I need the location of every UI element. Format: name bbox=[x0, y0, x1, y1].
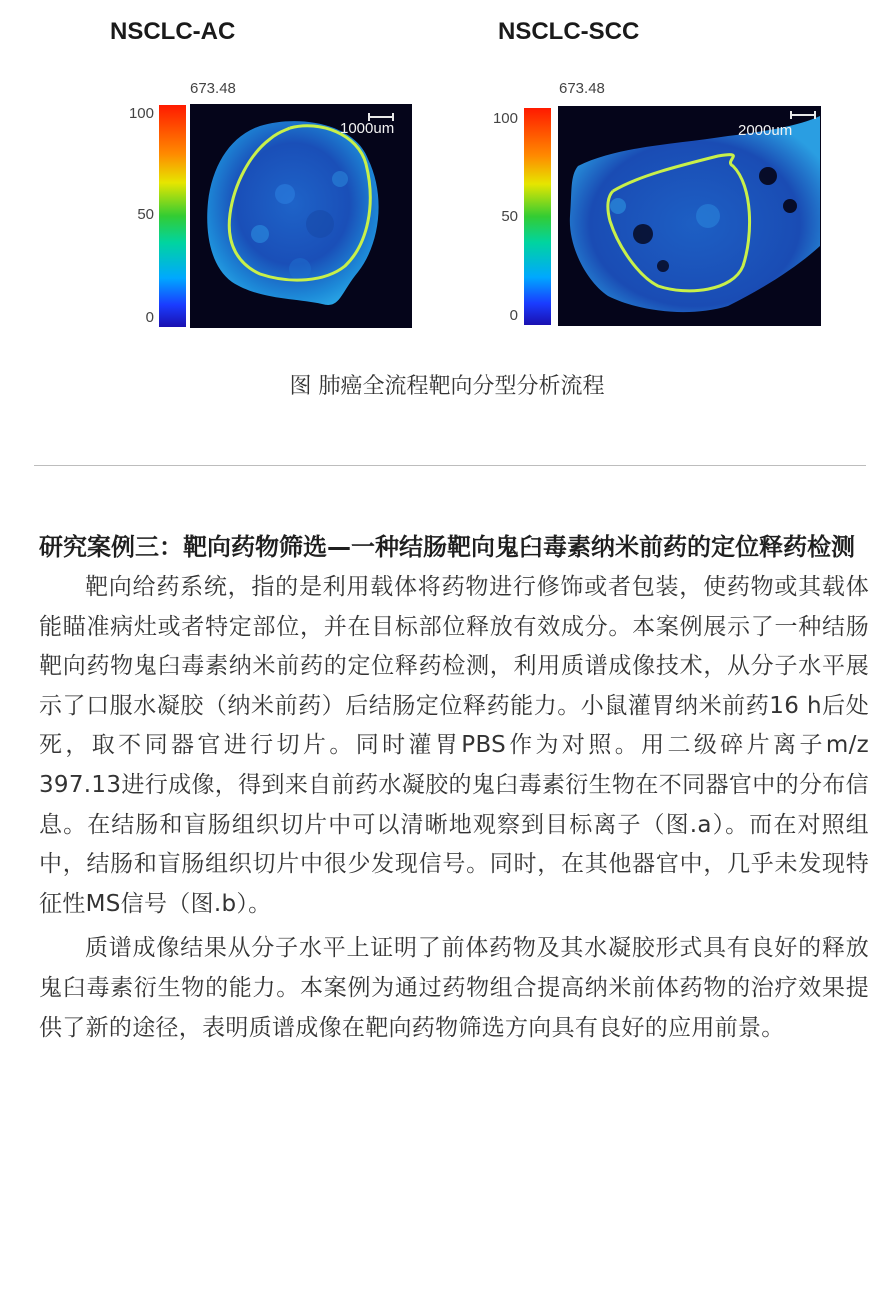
scalebar-scc bbox=[790, 114, 816, 116]
article-paragraph-2: 质谱成像结果从分子水平上证明了前体药物及其水凝胶形式具有良好的释放鬼臼毒素衍生物的能力。本案例为通过药物组合提高纳米前体药物的治疗效果提供了新的途径，表明质谱成像在靶向药物筛选方向具有良好的应用前景。 bbox=[39, 935, 869, 1041]
tissue-ac-svg bbox=[190, 104, 412, 328]
article-body bbox=[39, 526, 869, 1048]
figure-caption: 图 肺癌全流程靶向分型分析流程 bbox=[289, 374, 605, 399]
colorbar-tick-50-scc: 50 bbox=[501, 208, 518, 225]
colorbar-tick-0-ac: 0 bbox=[145, 309, 154, 326]
colorbar-ac bbox=[159, 105, 186, 327]
ms-image-ac bbox=[190, 104, 412, 328]
colorbar-max-ac: 673.48 bbox=[190, 80, 236, 97]
ms-image-scc bbox=[558, 106, 821, 326]
panel-title-ac: NSCLC-AC bbox=[110, 18, 236, 45]
colorbar-tick-100-ac: 100 bbox=[128, 105, 154, 122]
tissue-scc-svg bbox=[558, 106, 821, 326]
scalebar-ac bbox=[368, 116, 394, 118]
section-divider bbox=[34, 465, 866, 466]
colorbar-tick-100-scc: 100 bbox=[492, 110, 518, 127]
colorbar-tick-50-ac: 50 bbox=[137, 206, 154, 223]
colorbar-max-scc: 673.48 bbox=[559, 80, 605, 97]
colorbar-tick-0-scc: 0 bbox=[509, 307, 518, 324]
article-heading: 研究案例三：靶向药物筛选—一种结肠靶向鬼臼毒素纳米前药的定位释药检测 bbox=[39, 533, 855, 561]
scalebar-label-scc: 2000um bbox=[738, 122, 793, 139]
article-paragraph-1: 靶向给药系统，指的是利用载体将药物进行修饰或者包装，使药物或其载体能瞄准病灶或者特定部位，并在目标部位释放有效成分。本案例展示了一种结肠靶向药物鬼臼毒素纳米前药的定位释药检测，利用质谱成像技术，从分子水平展示了口服水凝胶（纳米前药）后结肠定位释药能力。小鼠灌胃纳米前药16 h后处死，取不同器官进行切片。同时灌胃PBS作为对照。用二级碎片离子m/z 397.13进行成像，得到来自前药水凝胶的鬼臼毒素衍生物在不同器官中的分布信息。在结肠和盲肠组织切片中可以清晰地观察到目标离子（图.a）。而在对照组中，结肠和盲肠组织切片中很少发现信号。同时，在其他器官中，几乎未发现特征性MS信号（图.b）。 bbox=[39, 574, 869, 917]
scalebar-label-ac: 1000um bbox=[340, 120, 395, 137]
colorbar-scc bbox=[524, 108, 551, 325]
panel-title-scc: NSCLC-SCC bbox=[498, 18, 640, 45]
